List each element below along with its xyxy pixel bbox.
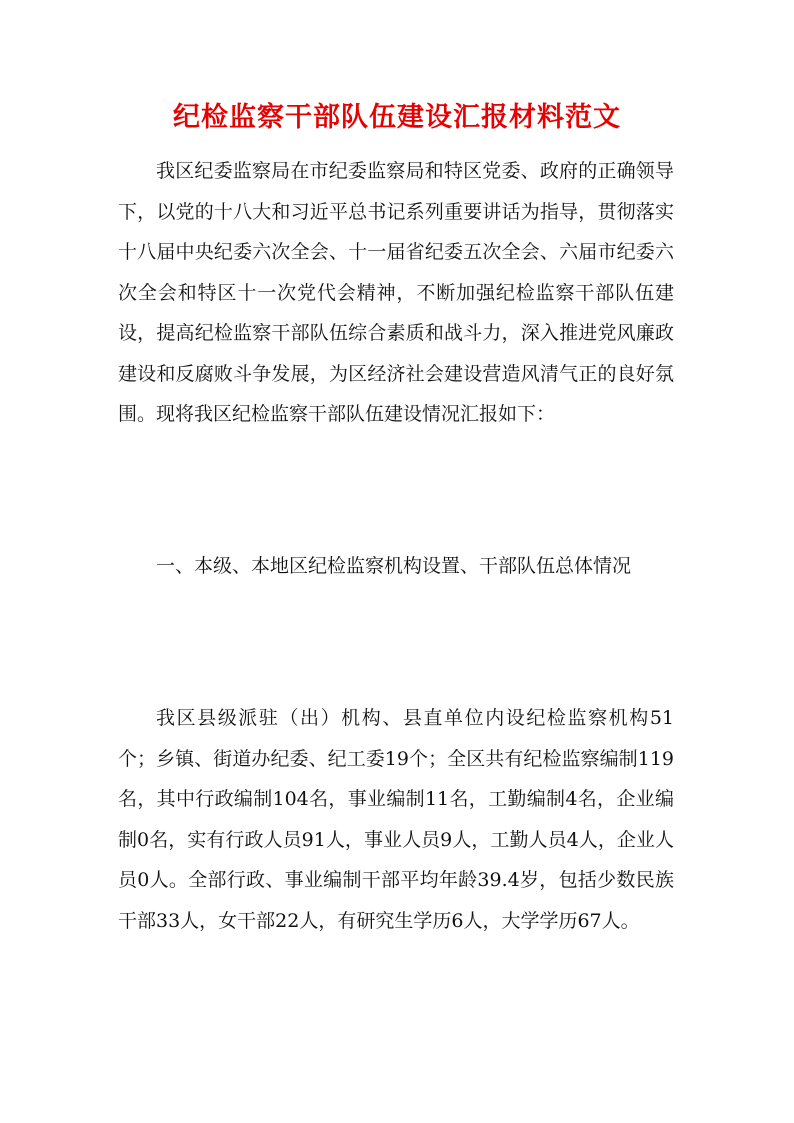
staffing-paragraph: 我区县级派驻（出）机构、县直单位内设纪检监察机构51个；乡镇、街道办纪委、纪工委19个；全区共有纪检监察编制119名，其中行政编制104名，事业编制11名，工勤编制4名，企业编制0名，实有行政人员91人，事业人员9人，工勤人员4人，企业人员0人。全部行政、事业编制干部平均年龄39.4岁，包括少数民族干部33人，女干部22人，有研究生学历6人，大学学历67人。 <box>118 707 674 932</box>
document-title: 纪检监察干部队伍建设汇报材料范文 <box>173 102 621 133</box>
intro-paragraph: 我区纪委监察局在市纪委监察局和特区党委、政府的正确领导下，以党的十八大和习近平总书记系列重要讲话为指导，贯彻落实十八届中央纪委六次全会、十一届省纪委五次全会、六届市纪委六次全会和特区十一次党代会精神，不断加强纪检监察干部队伍建设，提高纪检监察干部队伍综合素质和战斗力，深入推进党风廉政建设和反腐败斗争发展，为区经济社会建设营造风清气正的良好氛围。现将我区纪检监察干部队伍建设情况汇报如下： <box>118 160 674 425</box>
section-heading-1: 一、本级、本地区纪检监察机构设置、干部队伍总体情况 <box>156 555 632 577</box>
